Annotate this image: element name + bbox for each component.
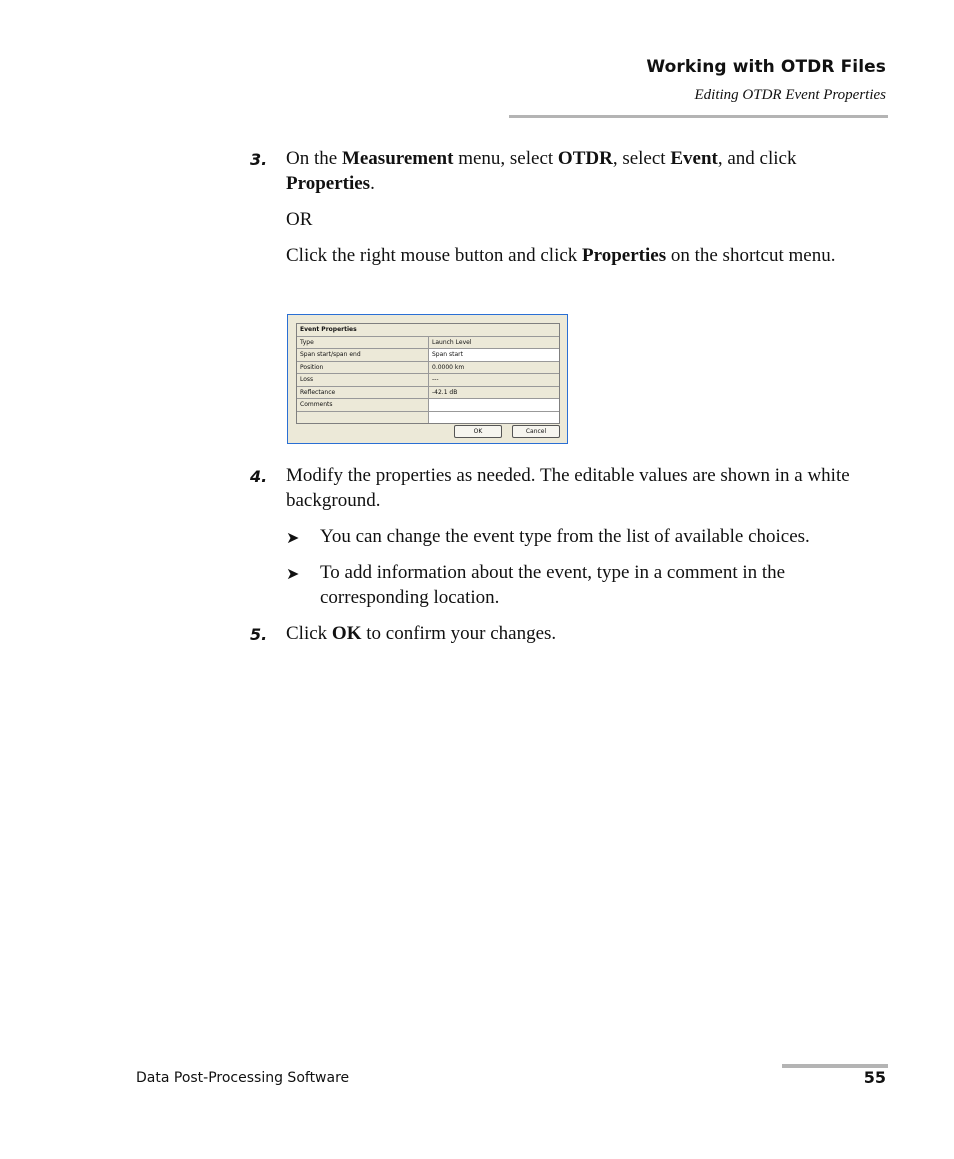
comments-input[interactable] bbox=[429, 399, 559, 411]
step-3-alt-text: Click the right mouse button and click Properties on the shortcut menu. bbox=[286, 245, 836, 266]
cancel-button[interactable]: Cancel bbox=[512, 425, 560, 438]
bullet-arrow-icon: ➤ bbox=[286, 566, 300, 583]
shortcut-properties: Properties bbox=[582, 245, 667, 266]
step-4-number: 4. bbox=[250, 467, 268, 486]
grid-header: Event Properties bbox=[297, 324, 559, 336]
menu-measurement: Measurement bbox=[341, 148, 454, 169]
properties-grid bbox=[296, 323, 560, 424]
step-5-number: 5. bbox=[250, 625, 268, 644]
span-select[interactable]: Span start bbox=[429, 349, 559, 361]
loss-value: --- bbox=[429, 374, 559, 386]
menu-event: Event bbox=[670, 148, 718, 169]
step-3-number: 3. bbox=[250, 150, 268, 169]
table-row: Comments bbox=[297, 399, 559, 412]
table-row: Reflectance -42.1 dB bbox=[297, 387, 559, 400]
table-row: Type Launch Level bbox=[297, 337, 559, 350]
header-rule bbox=[509, 115, 888, 118]
reflectance-value: -42.1 dB bbox=[429, 387, 559, 399]
grid-header-row bbox=[297, 324, 559, 337]
page-number: 55 bbox=[863, 1068, 886, 1087]
bullet-arrow-icon: ➤ bbox=[286, 530, 300, 547]
footer-product-name: Data Post-Processing Software bbox=[136, 1070, 350, 1086]
bullet-item: You can change the event type from the list of available choices. bbox=[320, 526, 810, 547]
table-row: Loss --- bbox=[297, 374, 559, 387]
table-row: Span start/span end Span start bbox=[297, 349, 559, 362]
table-row: Position 0.0000 km bbox=[297, 362, 559, 375]
bullet-item: To add information about the event, type in a comment in the corresponding location. bbox=[320, 562, 786, 608]
or-text: OR bbox=[286, 209, 313, 230]
step-3-text: On the Measurement menu, select OTDR, select Event, and click Properties. bbox=[286, 148, 797, 194]
position-value: 0.0000 km bbox=[429, 362, 559, 374]
running-header-subtitle: Editing OTDR Event Properties bbox=[694, 87, 886, 103]
ok-reference: OK bbox=[331, 623, 362, 644]
ok-button[interactable]: OK bbox=[454, 425, 502, 438]
step-4-text: Modify the properties as needed. The editable values are shown in a white background. bbox=[286, 465, 850, 511]
step-5-text: Click OK to confirm your changes. bbox=[286, 623, 557, 644]
menu-otdr: OTDR bbox=[557, 148, 613, 169]
running-header-title: Working with OTDR Files bbox=[646, 57, 886, 77]
type-value: Launch Level bbox=[429, 337, 559, 349]
table-row bbox=[297, 412, 559, 424]
menu-properties: Properties bbox=[286, 173, 371, 194]
event-properties-dialog bbox=[287, 314, 568, 444]
